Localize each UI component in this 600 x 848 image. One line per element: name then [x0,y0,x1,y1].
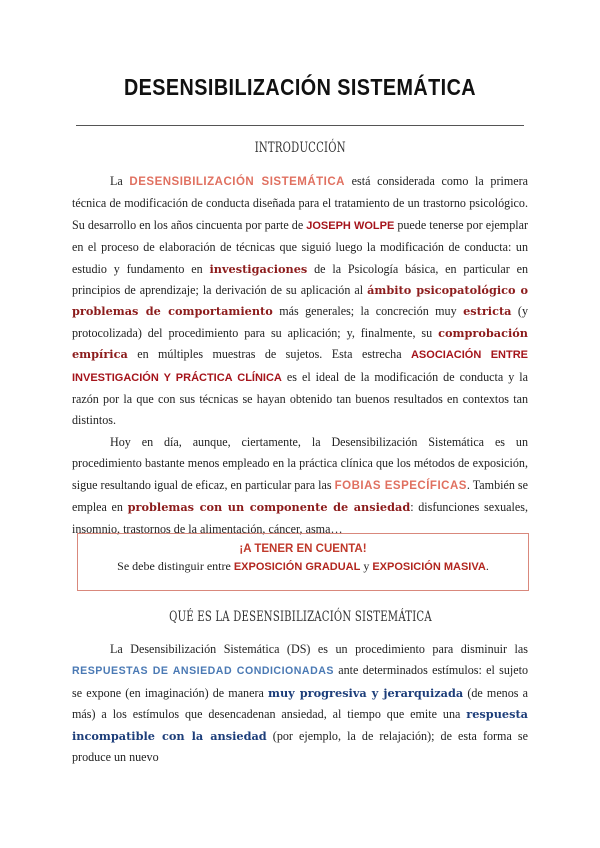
highlight-exposicion-gradual: EXPOSICIÓN GRADUAL [233,561,361,573]
intro-paragraph-1 [72,171,528,432]
text-run: . También se emplea en [72,477,528,515]
highlight-problemas-ansiedad: problemas con un componente de ansiedad [127,500,411,515]
note-box [77,533,529,591]
title-divider [76,125,524,126]
intro-paragraph-2 [72,432,528,540]
highlight-estricta: estricta [463,304,512,319]
text-run: (y protocolizada) del procedimiento para su aplicación; y, finalmente, su [72,304,529,340]
highlight-ambito: ámbito psicopatológico o problemas de comportamiento [72,283,529,319]
intro-body [72,171,528,540]
section-heading-intro [0,140,600,156]
text-run: de la Psicología básica, en particular en principios de aprendizaje; la derivación de su aplicación al [72,261,528,298]
text-run: (de menos a más) a los estímulos que desencadenan ansiedad, al tiempo que emite una [72,685,528,722]
what-is-paragraph-1 [72,639,528,768]
text-run: en múltiples muestras de sujetos. Esta estrecha [127,347,411,362]
text-run: ante determinados estímulos: el sujeto se expone (en imaginación) de manera [72,663,528,700]
text-run: puede tenerse por ejemplar en el proceso de elaboración de técnicas que siguió luego la modificación de conducta: un estudio y fundamento en [72,217,529,276]
text-run: Hoy en día, aunque, ciertamente, la Desensibilización Sistemática es un procedimiento bastante menos empleado en la práctica clínica que los métodos de exposición, sigue resultando igual de eficaz, en particular para las [72,434,528,492]
section-heading-intro-text: INTRODUCCIÓN [254,140,346,156]
text-run: (por ejemplo, la de relajación); de esta forma se produce un nuevo [72,728,528,765]
highlight-joseph-wolpe: JOSEPH WOLPE [306,219,395,232]
highlight-ds-term: DESENSIBILIZACIÓN SISTEMÁTICA [129,176,345,188]
note-title: ¡A TENER EN CUENTA! [239,543,367,555]
text-run: Se debe distinguir entre [117,559,234,573]
highlight-respuesta-incompatible: respuesta incompatible con la ansiedad [72,707,528,743]
section-heading-what-is-text: QUÉ ES LA DESENSIBILIZACIÓN SISTEMÁTICA [168,609,432,625]
highlight-respuestas-ansiedad: RESPUESTAS DE ANSIEDAD CONDICIONADAS [72,665,334,678]
text-run: más generales; la concreción muy [272,304,464,319]
text-run: y [360,559,373,573]
what-is-body [72,639,528,768]
text-run: . [485,559,489,573]
text-run: : disfunciones sexuales, insomnio, trastornos de la alimentación, cáncer, asma… [72,500,529,536]
text-run: La [110,174,130,188]
text-run: es el ideal de la modificación de conducta y la razón por la que con sus técnicas se hayan obtenido tan buenos resultados en contextos tan distintos. [72,369,528,428]
highlight-asociacion: ASOCIACIÓN ENTRE INVESTIGACIÓN Y PRÁCTICA CLÍNICA [72,349,528,384]
text-run: La Desensibilización Sistemática (DS) es un procedimiento para disminuir las [110,642,528,656]
highlight-fobias: FOBIAS ESPECÍFICAS [334,479,467,492]
page-title: DESENSIBILIZACIÓN SISTEMÁTICA [123,74,477,100]
highlight-comprobacion: comprobación empírica [72,325,528,362]
note-text [78,559,528,574]
text-run: está considerada como la primera técnica de modificación de conducta diseñada para el tratamiento de un trastorno psicológico. Su desarrollo en los años cincuenta por parte de [72,174,529,232]
highlight-investigaciones: investigaciones [209,261,308,276]
highlight-exposicion-masiva: EXPOSICIÓN MASIVA [372,561,486,573]
section-heading-what-is [0,609,600,625]
highlight-progresiva: muy progresiva y jerarquizada [268,685,464,700]
